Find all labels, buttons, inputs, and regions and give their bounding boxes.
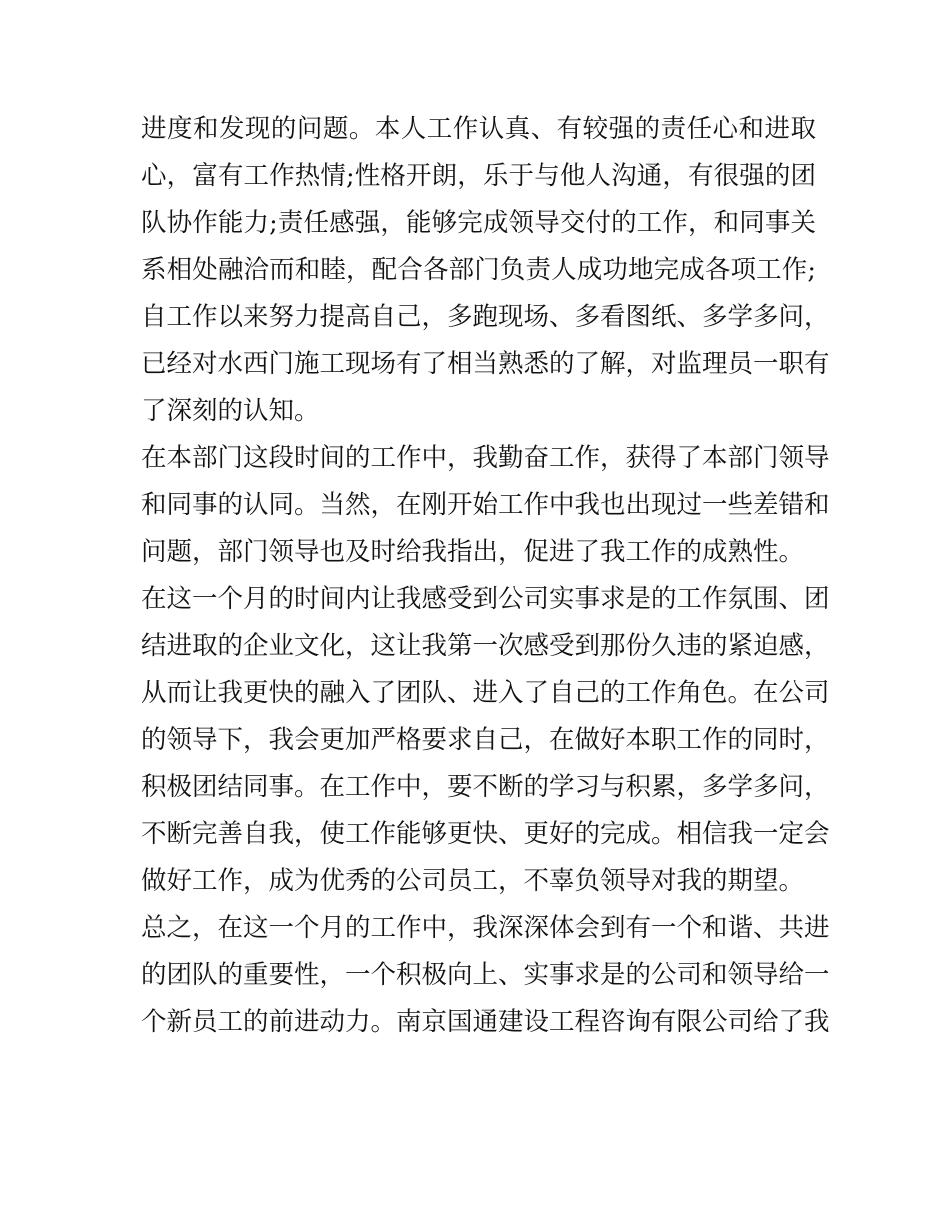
text-line: 不断完善自我，使工作能够更快、更好的完成。相信我一定会: [141, 819, 830, 849]
text-line: 的团队的重要性，一个积极向上、实事求是的公司和领导给一: [141, 960, 830, 990]
text-line: 结进取的企业文化，这让我第一次感受到那份久违的紧迫感，: [141, 631, 830, 661]
text-line: 进度和发现的问题。本人工作认真、有较强的责任心和进取: [141, 114, 816, 144]
text-line: 了深刻的认知。: [141, 396, 320, 426]
text-line: 和同事的认同。当然，在刚开始工作中我也出现过一些差错和: [141, 490, 830, 520]
text-line: 从而让我更快的融入了团队、进入了自己的工作角色。在公司: [141, 678, 830, 708]
text-line: 的领导下，我会更加严格要求自己，在做好本职工作的同时，: [141, 725, 830, 755]
text-line: 系相处融洽而和睦，配合各部门负责人成功地完成各项工作;: [141, 255, 816, 285]
body-text: [141, 106, 830, 1046]
text-line: 已经对水西门施工现场有了相当熟悉的了解，对监理员一职有: [141, 349, 830, 379]
text-line: 总之，在这一个月的工作中，我深深体会到有一个和谐、共进: [141, 913, 830, 943]
text-line: 队协作能力;责任感强，能够完成领导交付的工作，和同事关: [141, 208, 816, 238]
text-line: 在本部门这段时间的工作中，我勤奋工作，获得了本部门领导: [141, 443, 830, 473]
text-line: 自工作以来努力提高自己，多跑现场、多看图纸、多学多问，: [141, 302, 830, 332]
text-line: 心，富有工作热情;性格开朗，乐于与他人沟通，有很强的团: [141, 161, 816, 191]
text-line: 问题，部门领导也及时给我指出，促进了我工作的成熟性。: [141, 537, 805, 567]
text-line: 个新员工的前进动力。南京国通建设工程咨询有限公司给了我: [141, 1007, 830, 1037]
text-line: 在这一个月的时间内让我感受到公司实事求是的工作氛围、团: [141, 584, 830, 614]
text-line: 做好工作，成为优秀的公司员工，不辜负领导对我的期望。: [141, 866, 805, 896]
text-line: 积极团结同事。在工作中，要不断的学习与积累，多学多问，: [141, 772, 830, 802]
